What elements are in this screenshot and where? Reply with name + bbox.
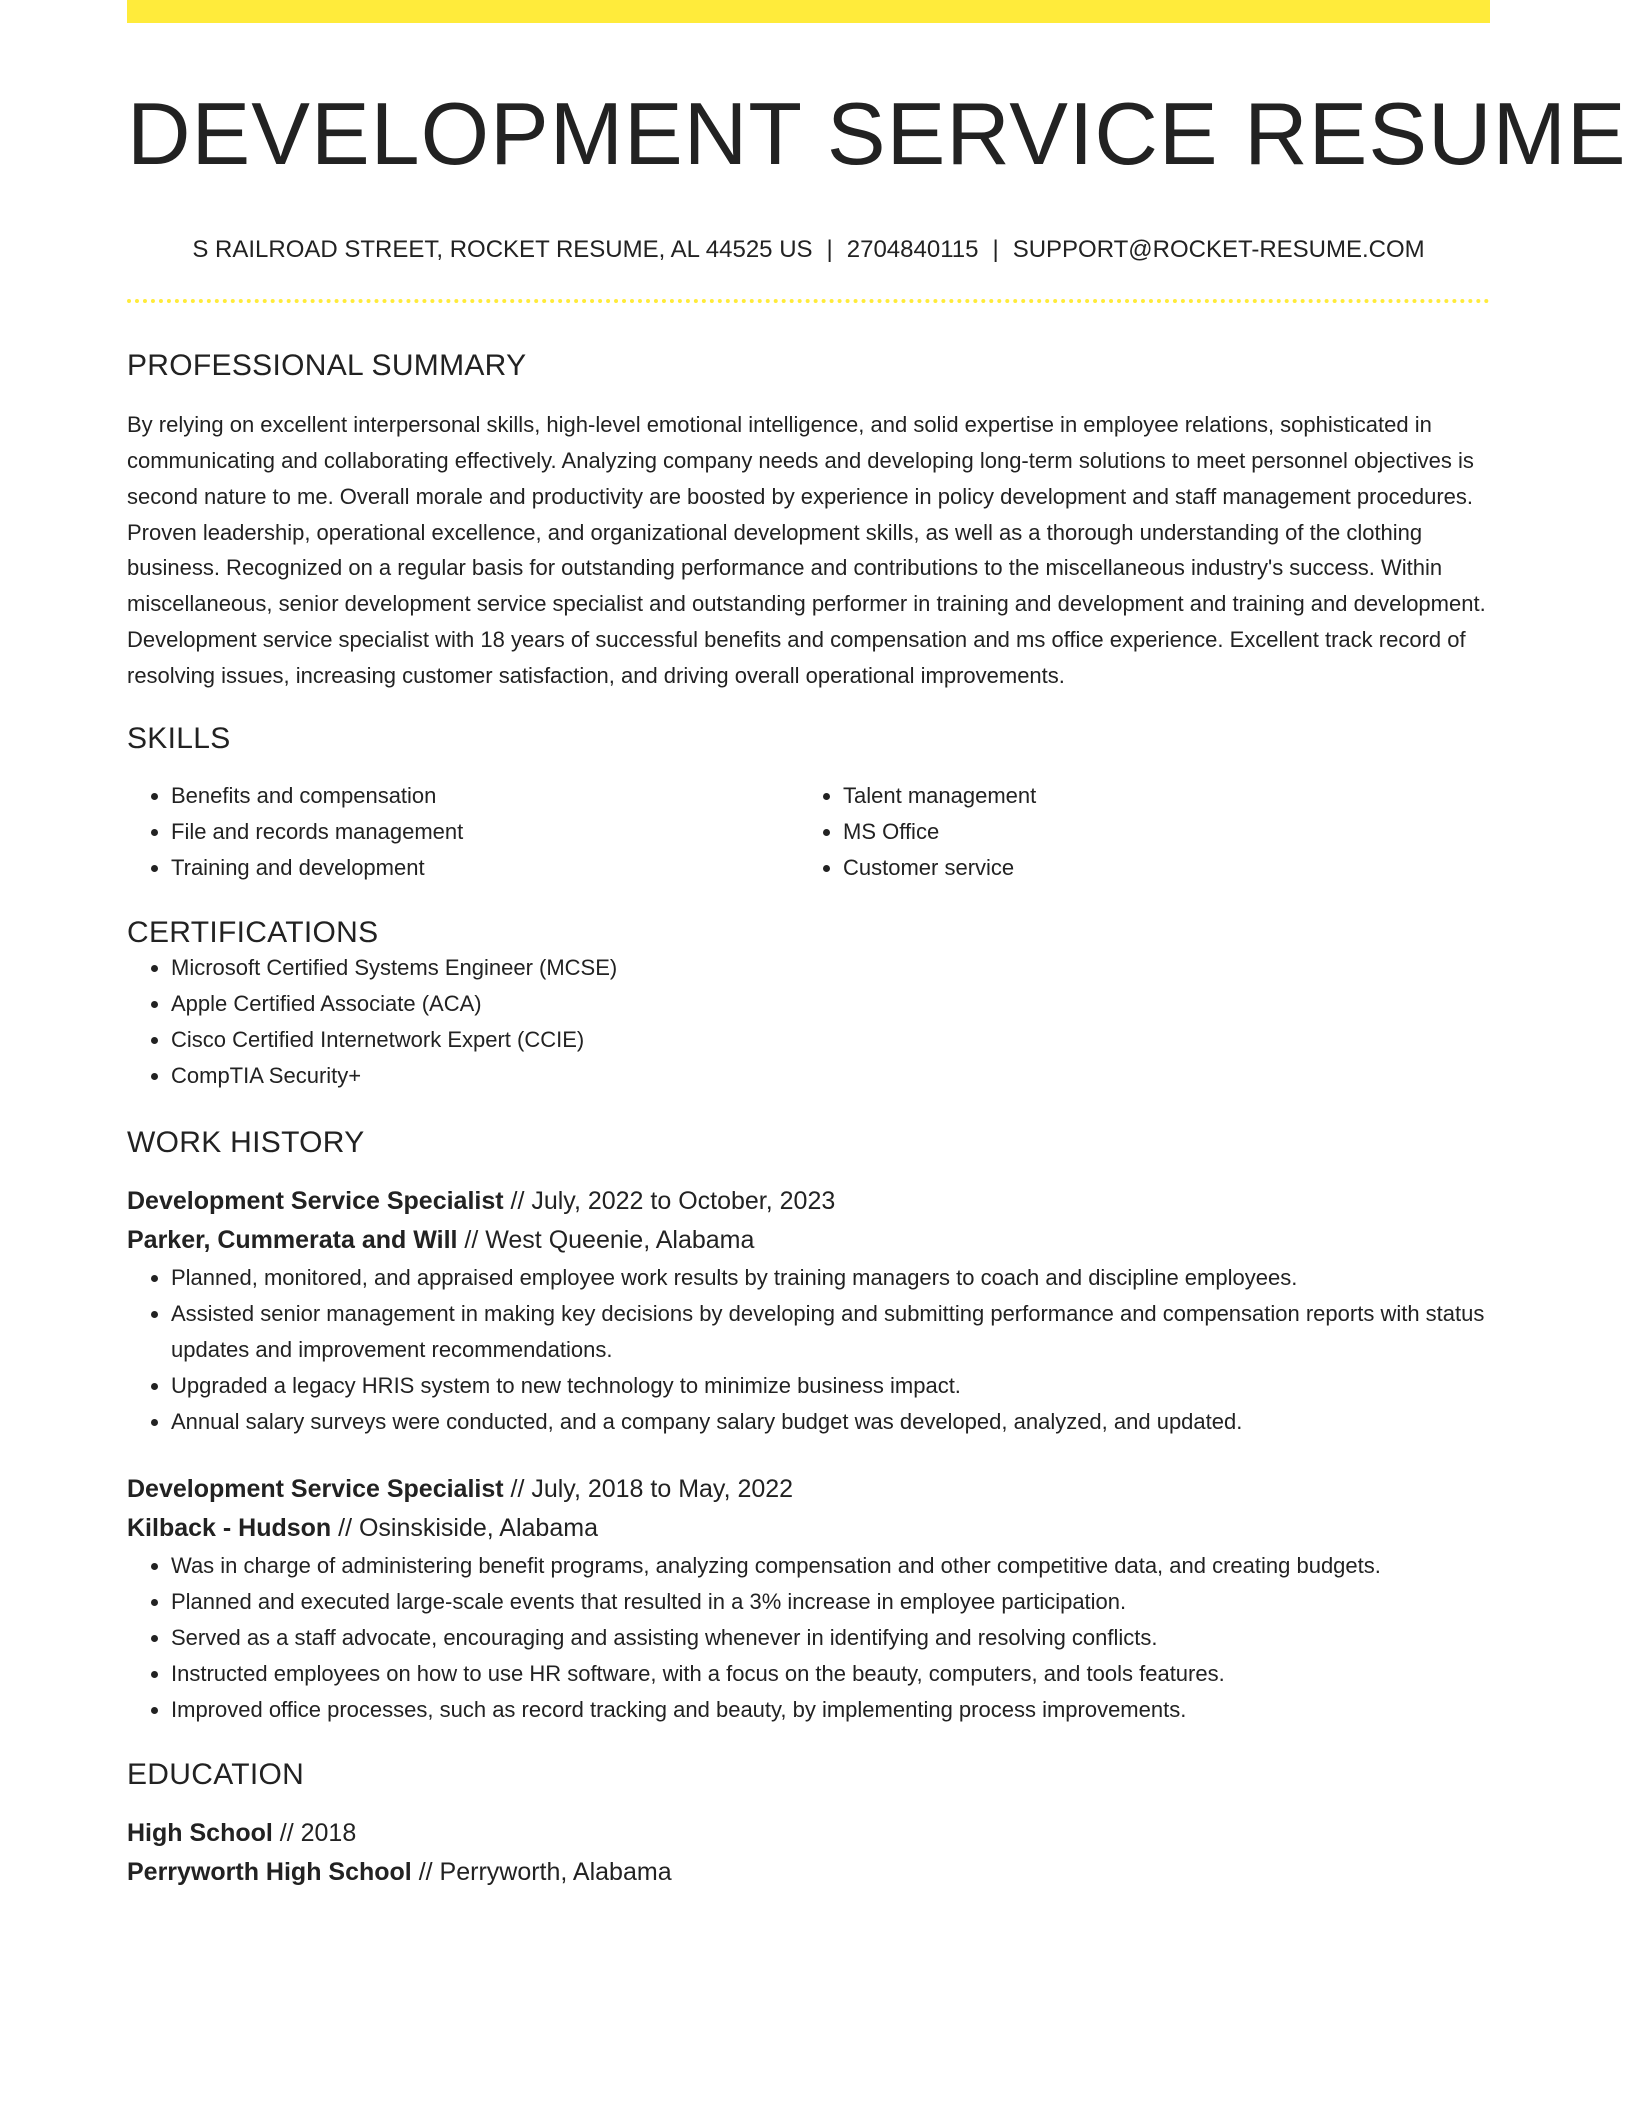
contact-phone: 2704840115: [846, 236, 979, 264]
certifications-heading: CERTIFICATIONS: [127, 915, 379, 949]
job-title: Development Service Specialist: [127, 1474, 504, 1503]
summary-text: By relying on excellent interpersonal skills, high-level emotional intelligence, and solid expertise in employee relations, sophisticated in communicating and collaborating effectively. Analyzing company needs and developing long-term solutions to meet personnel objectives is second nature to me. Overall morale and productivity are boosted by experience in policy development and staff management procedures. Proven leadership, operational excellence, and organizational development skills, as well as a thorough understanding of the clothing business. Recognized on a regular basis for outstanding performance and contributions to the miscellaneous industry's success. Within miscellaneous, senior development service specialist and outstanding performer in training and development and training and development. Development service specialist with 18 years of successful benefits and compensation and ms office experience. Excellent track record of resolving issues, increasing customer satisfaction, and driving overall operational improvements.: [127, 412, 1486, 688]
job-title: Development Service Specialist: [127, 1186, 504, 1215]
contact-address: S RAILROAD STREET, ROCKET RESUME, AL 44525 US: [192, 236, 813, 264]
job-entry: [127, 1470, 1490, 1728]
education-degree: High School: [127, 1818, 273, 1847]
job-duty: • Served as a staff advocate, encouraging and assisting whenever in identifying and resolving conflicts.: [171, 1620, 1490, 1656]
job-duties: [127, 1548, 1490, 1728]
skill-item: • File and records management: [171, 814, 799, 850]
education-degree-line: [127, 1814, 1490, 1853]
job-location: // West Queenie, Alabama: [457, 1225, 755, 1254]
skill-item: • MS Office: [843, 814, 1471, 850]
certifications-list: [127, 950, 1490, 1094]
certification-item: • CompTIA Security+: [171, 1058, 1490, 1094]
job-duty: • Improved office processes, such as record tracking and beauty, by implementing process improvements.: [171, 1692, 1490, 1728]
education-location: // Perryworth, Alabama: [411, 1857, 672, 1886]
skills-heading: SKILLS: [127, 721, 231, 755]
dotted-divider: [127, 299, 1490, 303]
certification-item: • Microsoft Certified Systems Engineer (MCSE): [171, 950, 1490, 986]
job-company-line: [127, 1221, 1490, 1260]
job-title-line: [127, 1182, 1490, 1221]
contact-separator: |: [826, 236, 833, 264]
job-duties: [127, 1260, 1490, 1440]
job-duty: • Instructed employees on how to use HR software, with a focus on the beauty, computers, and tools features.: [171, 1656, 1490, 1692]
contact-email: SUPPORT@ROCKET-RESUME.COM: [1012, 236, 1425, 264]
job-duty: • Assisted senior management in making key decisions by developing and submitting performance and compensation reports with status updates and improvement recommendations.: [171, 1296, 1490, 1368]
skills-list: [127, 778, 1490, 886]
education-school-line: [127, 1853, 1490, 1892]
job-dates: // July, 2022 to October, 2023: [503, 1186, 836, 1215]
certification-item: • Apple Certified Associate (ACA): [171, 986, 1490, 1022]
job-duty: • Upgraded a legacy HRIS system to new technology to minimize business impact.: [171, 1368, 1490, 1404]
job-company: Parker, Cummerata and Will: [127, 1225, 458, 1254]
skills-column-left: [127, 778, 799, 886]
job-location: // Osinskiside, Alabama: [331, 1513, 598, 1542]
job-duty: • Was in charge of administering benefit programs, analyzing compensation and other competitive data, and creating budgets.: [171, 1548, 1490, 1584]
skill-item: • Benefits and compensation: [171, 778, 799, 814]
education-school: Perryworth High School: [127, 1857, 412, 1886]
skills-column-right: [799, 778, 1471, 886]
contact-separator: |: [992, 236, 999, 264]
contact-line: [127, 236, 1490, 264]
skill-item: • Training and development: [171, 850, 799, 886]
job-duty: • Annual salary surveys were conducted, and a company salary budget was developed, analyzed, and updated.: [171, 1404, 1490, 1440]
resume-page: [127, 0, 1627, 1892]
education-year: // 2018: [272, 1818, 357, 1847]
job-company: Kilback - Hudson: [127, 1513, 332, 1542]
job-entry: [127, 1182, 1490, 1440]
top-accent-bar: [127, 0, 1490, 23]
summary-heading: PROFESSIONAL SUMMARY: [127, 349, 527, 383]
job-company-line: [127, 1509, 1490, 1548]
work-history-heading: WORK HISTORY: [127, 1125, 365, 1159]
job-title-line: [127, 1470, 1490, 1509]
skill-item: • Talent management: [843, 778, 1471, 814]
resume-title: DEVELOPMENT SERVICE RESUME: [127, 84, 1627, 183]
job-dates: // July, 2018 to May, 2022: [503, 1474, 794, 1503]
job-duty: • Planned, monitored, and appraised employee work results by training managers to coach and discipline employees.: [171, 1260, 1490, 1296]
skill-item: • Customer service: [843, 850, 1471, 886]
education-heading: EDUCATION: [127, 1757, 305, 1791]
certification-item: • Cisco Certified Internetwork Expert (CCIE): [171, 1022, 1490, 1058]
job-duty: • Planned and executed large-scale events that resulted in a 3% increase in employee participation.: [171, 1584, 1490, 1620]
